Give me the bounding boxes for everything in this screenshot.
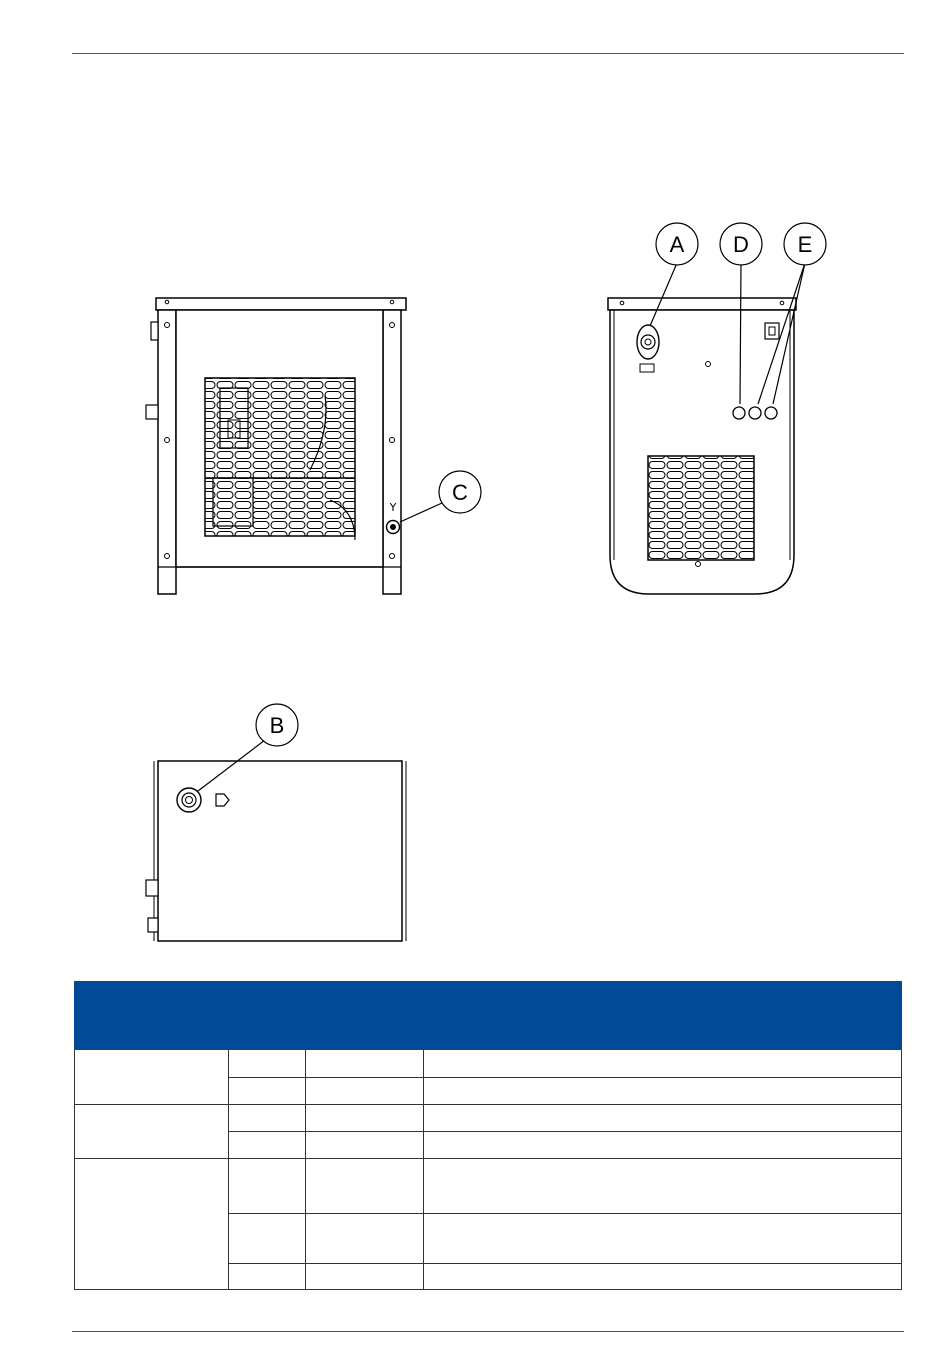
table-cell <box>306 1132 424 1159</box>
table-cell <box>229 1050 306 1078</box>
group-label-cell <box>75 1050 229 1105</box>
table-header-row <box>75 982 902 1050</box>
table-cell <box>424 1132 902 1159</box>
callout-e: E <box>797 232 813 257</box>
table-header-cell <box>75 982 229 1050</box>
front-view <box>146 298 481 594</box>
table-cell <box>229 1264 306 1290</box>
table-cell <box>229 1132 306 1159</box>
specification-table <box>74 981 902 1290</box>
table-row <box>75 1105 902 1132</box>
table-cell <box>424 1264 902 1290</box>
table-cell <box>424 1159 902 1214</box>
group-label-cell <box>75 1105 229 1159</box>
table-cell <box>306 1050 424 1078</box>
table-row <box>75 1159 902 1214</box>
table-cell <box>306 1105 424 1132</box>
table-header-cell <box>424 982 902 1050</box>
callout-b: B <box>269 713 285 738</box>
group-label-cell <box>75 1159 229 1290</box>
table-cell <box>424 1214 902 1264</box>
callout-d: D <box>733 232 749 257</box>
table-cell <box>424 1078 902 1105</box>
table-header-cell <box>306 982 424 1050</box>
table-cell <box>306 1159 424 1214</box>
table-cell <box>306 1078 424 1105</box>
footer-rule <box>72 1331 904 1332</box>
table-cell <box>424 1105 902 1132</box>
table-cell <box>306 1214 424 1264</box>
table-cell <box>306 1264 424 1290</box>
table-header-cell <box>229 982 306 1050</box>
table-row <box>75 1050 902 1078</box>
table-cell <box>424 1050 902 1078</box>
rear-view <box>608 223 826 594</box>
table-cell <box>229 1214 306 1264</box>
callout-c: C <box>452 480 468 505</box>
table-cell <box>229 1078 306 1105</box>
top-view <box>146 704 406 941</box>
table-cell <box>229 1159 306 1214</box>
callout-a: A <box>669 232 685 257</box>
table-cell <box>229 1105 306 1132</box>
svg-text:Y: Y <box>389 501 397 514</box>
